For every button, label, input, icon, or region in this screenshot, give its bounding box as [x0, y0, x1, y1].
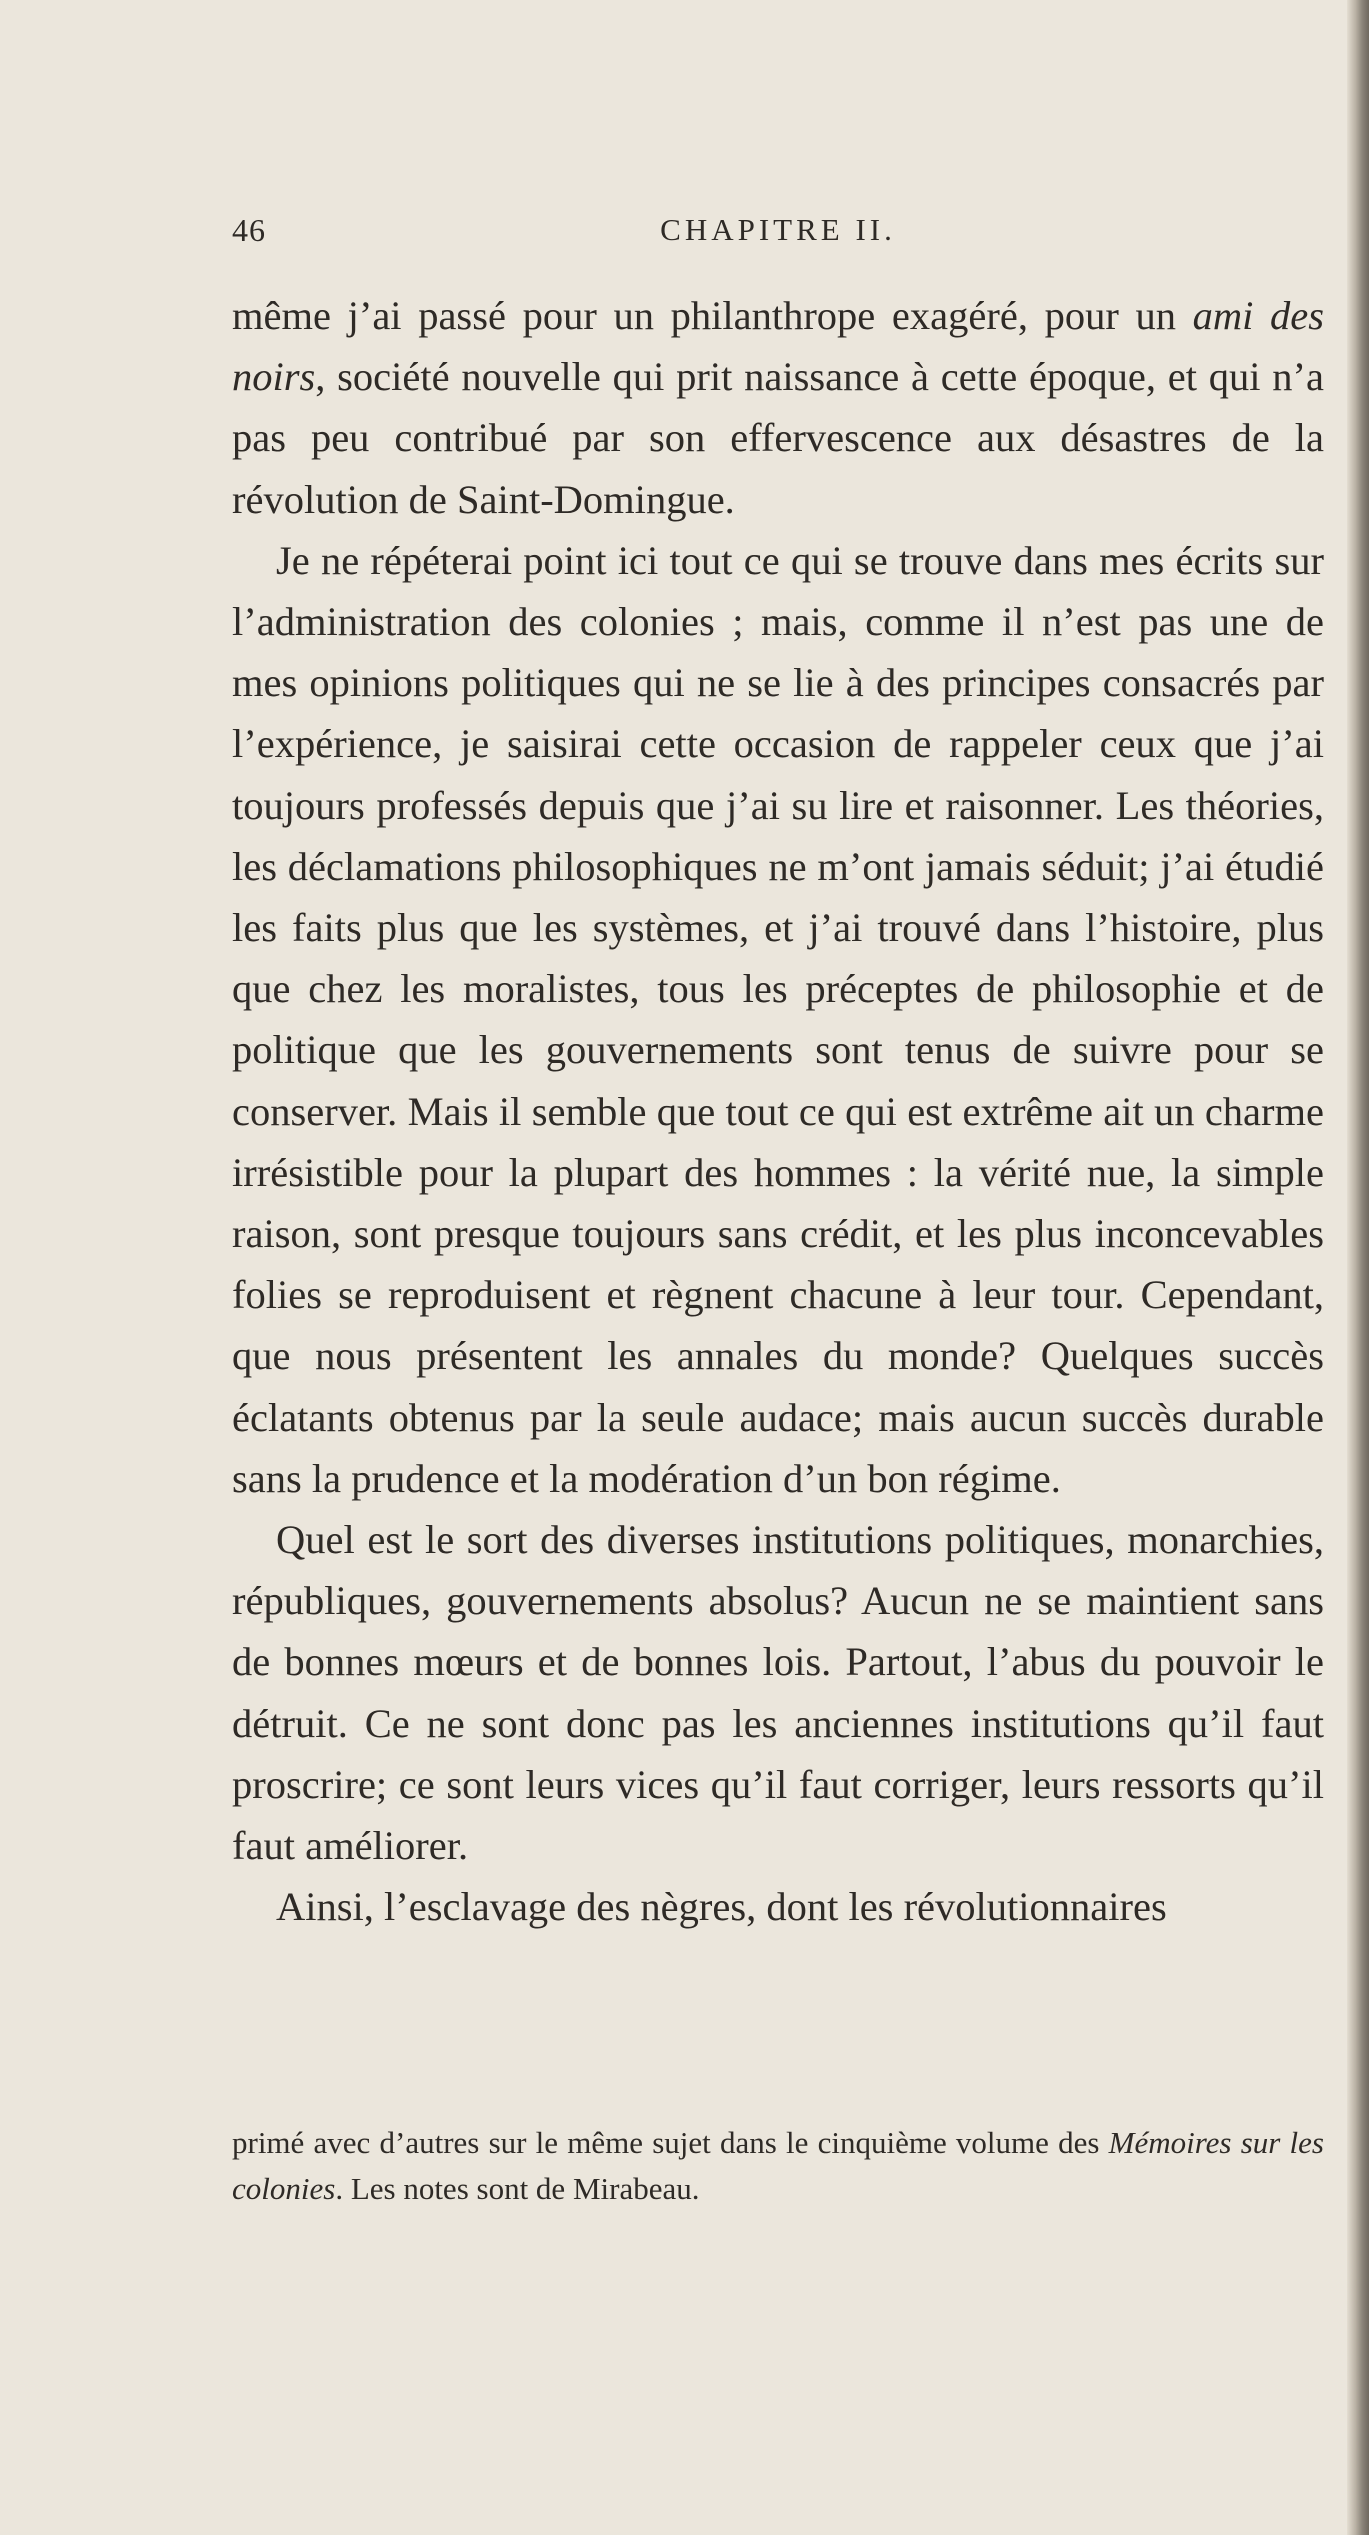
paragraph-3: Quel est le sort des diverses institutions politiques, monarchies, républiques, gouvernements absolus? Aucun ne se maintient sans de bonnes mœurs et de bonnes lois. Partout, l’abus du pouvoir le détruit. Ce ne sont donc pas les anciennes institutions qu’il faut proscrire; ce sont leurs vices qu’il faut corriger, leurs ressorts qu’il faut améliorer.: [232, 1517, 1324, 1869]
italic-memoires-title: Mémoires sur les colonies: [232, 2125, 1324, 2206]
paragraph-2: Je ne répéterai point ici tout ce qui se trouve dans mes écrits sur l’administration des colonies ; mais, comme il n’est pas une de mes opinions politiques qui ne se lie à des principes consacrés par l’expérience, je saisirai cette occasion de rappeler ceux que j’ai toujours professés depuis que j’ai su lire et raisonner. Les théories, les déclamations philosophiques ne m’ont jamais séduit; j’ai étudié les faits plus que les systèmes, et j’ai trouvé dans l’histoire, plus que chez les moralistes, tous les préceptes de philosophie et de politique que les gouvernements sont tenus de suivre pour se conserver. Mais il semble que tout ce qui est extrême ait un charme irrésistible pour la plupart des hommes : la vérité nue, la simple raison, sont presque toujours sans crédit, et les plus inconcevables folies se reproduisent et règnent chacune à leur tour. Cependant, que nous présentent les annales du monde? Quelques succès éclatants obtenus par la seule audace; mais aucun succès durable sans la prudence et la modération d’un bon régime.: [232, 537, 1324, 1501]
page-number: 46: [232, 212, 266, 248]
italic-ami-des-noirs: ami des noirs: [232, 293, 1324, 400]
running-title: CHAPITRE II.: [660, 212, 896, 247]
paragraph-1: même j’ai passé pour un philanthrope exagéré, pour un ami des noirs, société nouvelle qui prit naissance à cette époque, et qui n’a pas peu contribué par son effervescence aux désastres de la révolution de Saint-Domingue.: [232, 293, 1324, 522]
footnote: primé avec d’autres sur le même sujet dans le cinquième volume des Mémoires sur les colonies. Les notes sont de Mirabeau.: [232, 2125, 1324, 2206]
page-edge-shadow: [1347, 0, 1369, 2535]
body-text: [232, 285, 1324, 1937]
paragraph-4: Ainsi, l’esclavage des nègres, dont les révolutionnaires: [276, 1884, 1167, 1930]
page-header: [232, 212, 1324, 262]
